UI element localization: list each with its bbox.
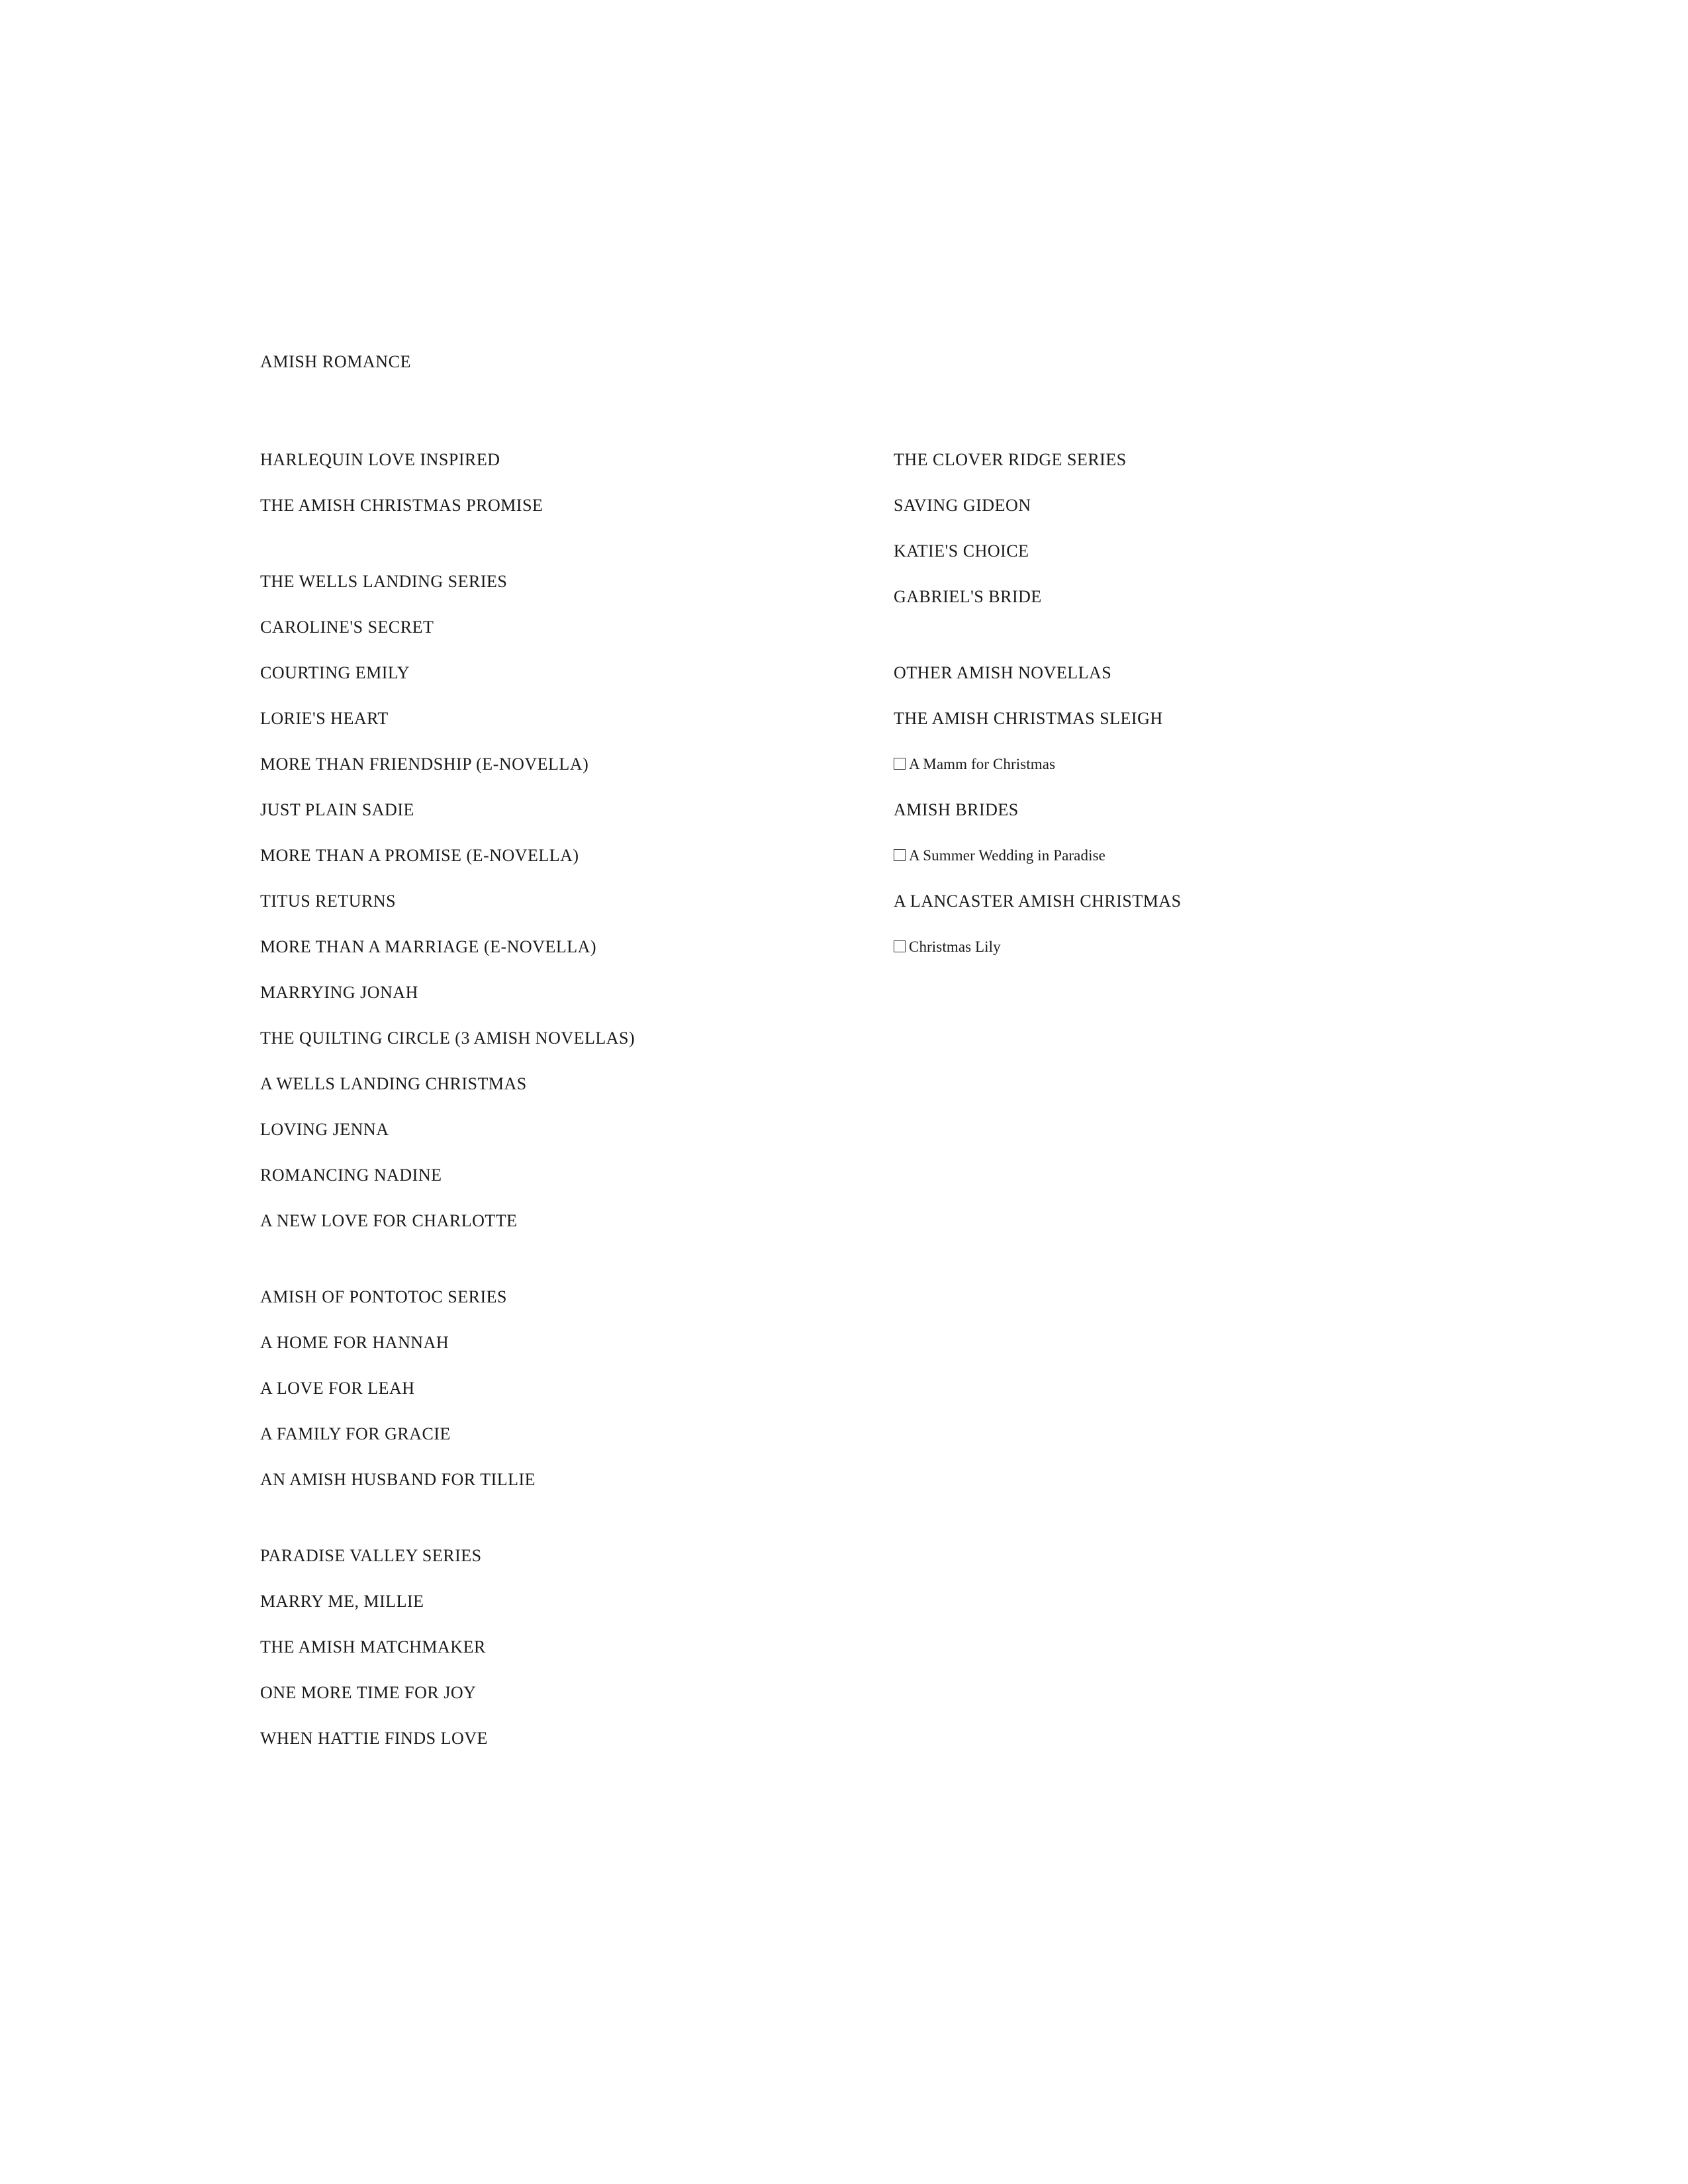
book-title: MARRYING JONAH — [260, 983, 418, 1002]
page-title: AMISH ROMANCE — [260, 352, 412, 371]
book-title: THE AMISH CHRISTMAS PROMISE — [260, 496, 543, 515]
book-title: TITUS RETURNS — [260, 891, 397, 911]
novella-title — [894, 924, 1182, 970]
book-title: MORE THAN A PROMISE (E-NOVELLA) — [260, 846, 579, 865]
book-title: GABRIEL'S BRIDE — [894, 587, 1042, 606]
book-title: SAVING GIDEON — [894, 496, 1031, 515]
book-title: A FAMILY FOR GRACIE — [260, 1424, 451, 1443]
book-title: MORE THAN FRIENDSHIP (E-NOVELLA) — [260, 754, 589, 774]
title-text: A Summer Wedding in Paradise — [909, 847, 1105, 864]
series-heading: AMISH OF PONTOTOC SERIES — [260, 1287, 507, 1306]
series-heading: OTHER AMISH NOVELLAS — [894, 663, 1112, 682]
book-title: A LOVE FOR LEAH — [260, 1379, 415, 1398]
book-title: LORIE'S HEART — [260, 709, 389, 728]
book-title: MORE THAN A MARRIAGE (E-NOVELLA) — [260, 937, 597, 956]
series-block — [260, 1533, 635, 1761]
left-column — [260, 437, 635, 1792]
book-title: MARRY ME, MILLIE — [260, 1592, 424, 1611]
bullet-box-icon — [894, 940, 906, 952]
book-title: CAROLINE'S SECRET — [260, 617, 434, 637]
book-title: A HOME FOR HANNAH — [260, 1333, 449, 1352]
book-title: THE QUILTING CIRCLE (3 AMISH NOVELLAS) — [260, 1028, 635, 1048]
book-title: LOVING JENNA — [260, 1120, 389, 1139]
bullet-box-icon — [894, 849, 906, 861]
book-title: JUST PLAIN SADIE — [260, 800, 414, 819]
novella-title — [894, 833, 1182, 878]
series-block — [894, 437, 1182, 619]
series-block — [894, 650, 1182, 970]
series-block — [260, 437, 635, 528]
book-title: KATIE'S CHOICE — [894, 541, 1029, 561]
title-text: A Mamm for Christmas — [909, 756, 1056, 772]
book-title: THE AMISH MATCHMAKER — [260, 1637, 486, 1657]
novella-title — [894, 741, 1182, 787]
book-title: AN AMISH HUSBAND FOR TILLIE — [260, 1470, 536, 1489]
book-title: A WELLS LANDING CHRISTMAS — [260, 1074, 527, 1093]
book-title: A NEW LOVE FOR CHARLOTTE — [260, 1211, 518, 1230]
series-heading: THE CLOVER RIDGE SERIES — [894, 450, 1127, 469]
book-title: ROMANCING NADINE — [260, 1165, 442, 1185]
book-title: A LANCASTER AMISH CHRISTMAS — [894, 891, 1182, 911]
series-block — [260, 1274, 635, 1502]
book-title: COURTING EMILY — [260, 663, 410, 682]
series-block — [260, 559, 635, 1244]
book-title: ONE MORE TIME FOR JOY — [260, 1683, 477, 1702]
series-heading: THE WELLS LANDING SERIES — [260, 572, 508, 591]
right-column — [894, 437, 1182, 1000]
title-text: Christmas Lily — [909, 938, 1001, 955]
book-title: WHEN HATTIE FINDS LOVE — [260, 1729, 488, 1748]
book-title: THE AMISH CHRISTMAS SLEIGH — [894, 709, 1163, 728]
series-heading: HARLEQUIN LOVE INSPIRED — [260, 450, 500, 469]
book-title: AMISH BRIDES — [894, 800, 1019, 819]
series-heading: PARADISE VALLEY SERIES — [260, 1546, 482, 1565]
bullet-box-icon — [894, 758, 906, 770]
